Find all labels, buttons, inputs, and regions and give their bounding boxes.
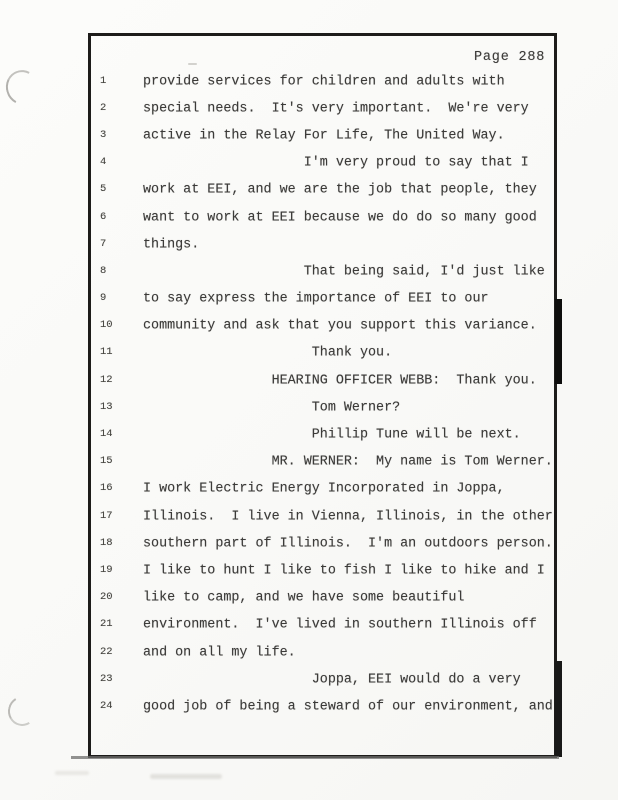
transcript-line <box>100 503 555 530</box>
transcript-line <box>100 177 555 204</box>
transcript-line <box>100 95 555 122</box>
transcript-line-text: I like to hunt I like to fish I like to hike and I <box>143 563 545 579</box>
transcript-line-text: Thank you. <box>143 345 393 361</box>
transcript-line <box>100 585 555 612</box>
page-number-label: Page 288 <box>474 50 546 65</box>
transcript-line-text: provide services for children and adults with <box>143 74 505 90</box>
transcript-line-text: community and ask that you support this variance. <box>143 318 537 334</box>
line-number: 7 <box>100 237 107 250</box>
line-number: 4 <box>100 156 107 169</box>
transcript-line <box>100 394 555 421</box>
line-number: 11 <box>100 346 113 359</box>
transcript-line <box>100 530 555 557</box>
line-number: 19 <box>100 564 113 577</box>
line-number: 3 <box>100 129 107 142</box>
bottom-edge-shadow <box>71 756 559 759</box>
line-number: 23 <box>100 672 113 685</box>
transcript-line-text: Tom Werner? <box>143 400 401 416</box>
line-number: 1 <box>100 74 107 87</box>
line-number: 17 <box>100 509 113 522</box>
transcript-line <box>100 449 555 476</box>
line-number: 21 <box>100 618 113 631</box>
scan-smudge <box>55 771 89 775</box>
transcript-line <box>100 476 555 503</box>
line-number: 2 <box>100 101 107 114</box>
transcript-line-text: and on all my life. <box>143 645 296 661</box>
transcript-line <box>100 68 555 95</box>
line-number: 12 <box>100 373 113 386</box>
line-number: 10 <box>100 319 113 332</box>
transcript-line-text: southern part of Illinois. I'm an outdoors person. <box>143 536 553 552</box>
transcript-line <box>100 231 555 258</box>
punch-hole-mark-top <box>1 66 43 109</box>
transcript-line-text: active in the Relay For Life, The United Way. <box>143 128 505 144</box>
transcript-line-text: HEARING OFFICER WEBB: Thank you. <box>143 373 537 389</box>
line-number: 24 <box>100 699 113 712</box>
transcript-line-text: things. <box>143 237 200 253</box>
transcript-line <box>100 367 555 394</box>
transcript-line-text: MR. WERNER: My name is Tom Werner. <box>143 454 553 470</box>
transcript-line <box>100 666 555 693</box>
transcript-line-text: Illinois. I live in Vienna, Illinois, in the other <box>143 509 553 525</box>
transcript-line-text: like to camp, and we have some beautiful <box>143 590 465 606</box>
line-number: 18 <box>100 536 113 549</box>
transcript-line-text: special needs. It's very important. We're very <box>143 101 529 117</box>
transcript-line <box>100 612 555 639</box>
transcript-line-text: work at EEI, and we are the job that people, they <box>143 182 537 198</box>
line-number: 13 <box>100 400 113 413</box>
transcript-line-text: I work Electric Energy Incorporated in Joppa, <box>143 481 505 497</box>
transcript-line-text: good job of being a steward of our environment, and <box>143 699 553 715</box>
scan-smudge <box>150 774 222 779</box>
transcript-line <box>100 557 555 584</box>
transcript-line <box>100 421 555 448</box>
transcript-line-text: Joppa, EEI would do a very <box>143 672 521 688</box>
line-number: 20 <box>100 591 113 604</box>
punch-hole-mark-bottom <box>5 693 40 729</box>
line-number: 22 <box>100 645 113 658</box>
transcript-line <box>100 122 555 149</box>
transcript-lines <box>100 68 555 721</box>
line-number: 8 <box>100 264 107 277</box>
transcript-line-text: want to work at EEI because we do do so many good <box>143 210 537 226</box>
line-number: 9 <box>100 292 107 305</box>
line-number: 16 <box>100 482 113 495</box>
transcript-line-text: environment. I've lived in southern Illinois off <box>143 617 537 633</box>
transcript-line <box>100 150 555 177</box>
transcript-line <box>100 340 555 367</box>
line-number: 15 <box>100 455 113 468</box>
transcript-line <box>100 313 555 340</box>
transcript-line <box>100 258 555 285</box>
transcript-line <box>100 286 555 313</box>
transcript-line-text: I'm very proud to say that I <box>143 155 529 171</box>
transcript-line-text: to say express the importance of EEI to our <box>143 291 489 307</box>
line-number: 14 <box>100 428 113 441</box>
transcript-line <box>100 639 555 666</box>
transcript-line-text: Phillip Tune will be next. <box>143 427 521 443</box>
line-number: 6 <box>100 210 107 223</box>
binding-shadow-upper <box>555 299 562 384</box>
transcript-line <box>100 693 555 720</box>
transcript-line-text: That being said, I'd just like <box>143 264 545 280</box>
transcript-line <box>100 204 555 231</box>
binding-shadow-lower <box>555 661 562 757</box>
line-number: 5 <box>100 183 107 196</box>
